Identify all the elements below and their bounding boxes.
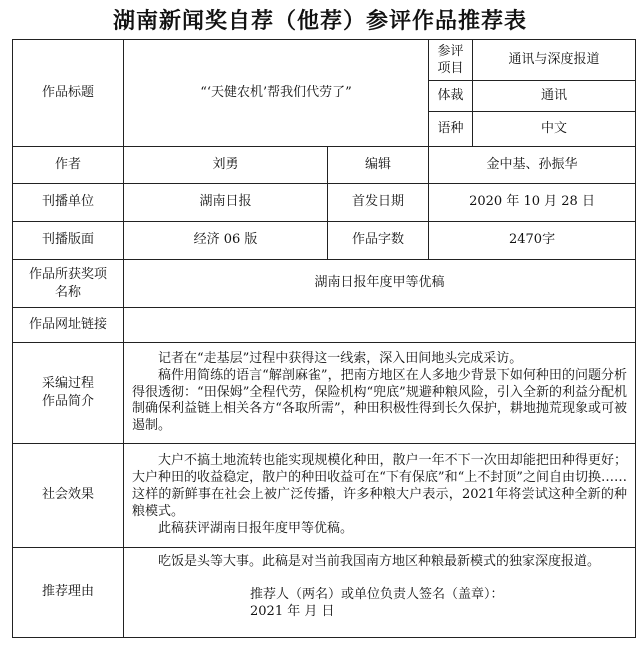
page-value: 经济 06 版 bbox=[124, 222, 328, 260]
word-count-label: 作品字数 bbox=[328, 222, 429, 260]
first-date-label: 首发日期 bbox=[328, 184, 429, 222]
category-value: 通讯与深度报道 bbox=[473, 40, 636, 81]
editor-label: 编辑 bbox=[328, 147, 429, 184]
publisher-label: 刊播单位 bbox=[13, 184, 124, 222]
summary-text bbox=[124, 343, 636, 444]
url-label: 作品网址链接 bbox=[13, 308, 124, 343]
work-title-label: 作品标题 bbox=[13, 40, 124, 147]
page-label: 刊播版面 bbox=[13, 222, 124, 260]
summary-paragraph: 记者在“走基层”过程中获得这一线索，深入田间地头完成采访。 bbox=[158, 350, 523, 366]
impact-label: 社会效果 bbox=[13, 444, 124, 548]
author-label: 作者 bbox=[13, 147, 124, 184]
signature-date: 2021 年 月 日 bbox=[250, 603, 335, 619]
word-count-value: 2470字 bbox=[429, 222, 636, 260]
reason-text: 吃饭是头等大事。此稿是对当前我国南方地区种粮最新模式的独家深度报道。 bbox=[158, 554, 601, 569]
summary-paragraph: 稿件用简练的语言“解剖麻雀”，把南方地区在人多地少背景下如何种田的问题分析得很透彻：“田保姆”全程代劳，保险机构“兜底”规避种粮风险，引入全新的利益分配机制确保利益链上相关各方“各取所需”，种田积极性得到长久保护，耕地抛荒现象或可被遏制。 bbox=[132, 367, 628, 434]
reason-label: 推荐理由 bbox=[13, 548, 124, 638]
url-value bbox=[124, 308, 636, 343]
impact-text bbox=[124, 444, 636, 548]
language-value: 中文 bbox=[473, 112, 636, 147]
reason-cell bbox=[124, 548, 636, 638]
award-value: 湖南日报年度甲等优稿 bbox=[124, 260, 636, 308]
author-value: 刘勇 bbox=[124, 147, 328, 184]
impact-paragraph: 大户不搞土地流转也能实现规模化种田，散户一年不下一次田却能把田种得更好；大户种田的收益稳定，散户的种田收益可在“下有保底”和“上不封顶”之间自由切换……这样的新鲜事在社会上被广泛传播，许多种粮大户表示，2021年将尝试这种全新的种粮模式。 bbox=[132, 453, 628, 519]
form-title: 湖南新闻奖自荐（他荐）参评作品推荐表 bbox=[112, 9, 527, 34]
category-label: 参评 项目 bbox=[429, 40, 473, 81]
work-title-value: “‘天健农机’帮我们代劳了” bbox=[124, 40, 429, 147]
signature-line: 推荐人（两名）或单位负责人签名（盖章）： bbox=[250, 586, 504, 602]
summary-label: 采编过程作品简介 bbox=[13, 343, 124, 444]
editor-value: 金中基、孙振华 bbox=[429, 147, 636, 184]
recommendation-form-table bbox=[12, 39, 636, 638]
award-label: 作品所获奖项名称 bbox=[13, 260, 124, 308]
first-date-value: 2020 年 10 月 28 日 bbox=[429, 184, 636, 222]
publisher-value: 湖南日报 bbox=[124, 184, 328, 222]
impact-paragraph: 此稿获评湖南日报年度甲等优稿。 bbox=[158, 520, 354, 536]
language-label: 语种 bbox=[429, 112, 473, 147]
genre-label: 体裁 bbox=[429, 81, 473, 112]
genre-value: 通讯 bbox=[473, 81, 636, 112]
